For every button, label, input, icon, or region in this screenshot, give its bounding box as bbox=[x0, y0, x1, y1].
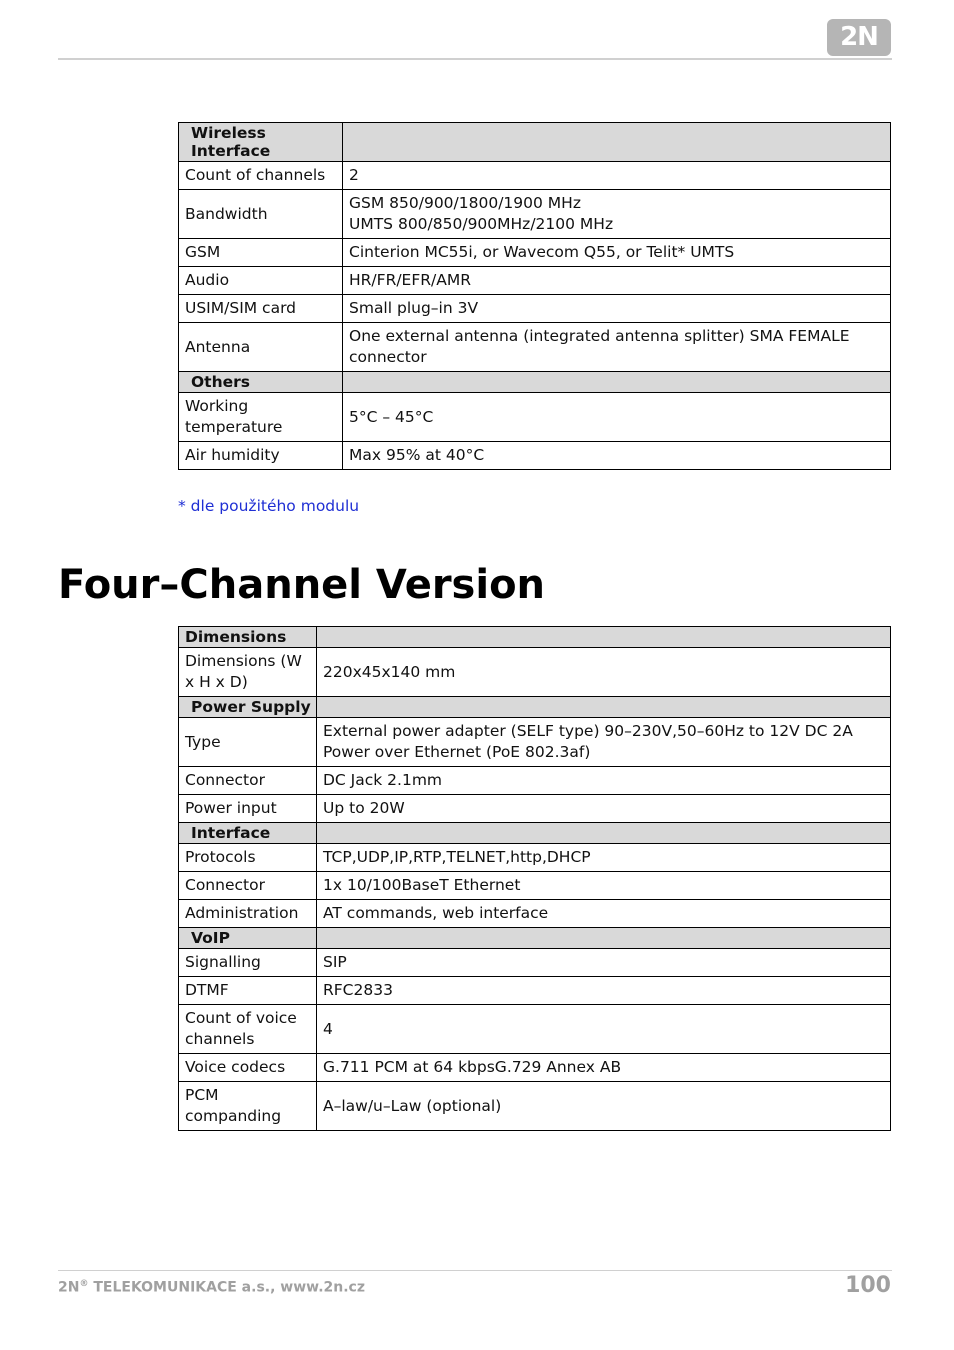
spec-value: TCP,UDP,IP,RTP,TELNET,http,DHCP bbox=[317, 844, 891, 872]
spec-label: Power input bbox=[179, 795, 317, 823]
table-row bbox=[179, 949, 891, 977]
table-row bbox=[179, 239, 891, 267]
spec-label: Count of voice channels bbox=[179, 1005, 317, 1054]
section-value bbox=[343, 123, 891, 162]
spec-label: USIM/SIM card bbox=[179, 295, 343, 323]
table-row bbox=[179, 977, 891, 1005]
logo-text: 2N bbox=[840, 22, 878, 52]
spec-label: Connector bbox=[179, 872, 317, 900]
spec-label: Air humidity bbox=[179, 442, 343, 470]
spec-label: Working temperature bbox=[179, 393, 343, 442]
section-value bbox=[317, 627, 891, 648]
section-value bbox=[343, 372, 891, 393]
spec-label: Signalling bbox=[179, 949, 317, 977]
spec-label: Audio bbox=[179, 267, 343, 295]
table-section-row bbox=[179, 627, 891, 648]
spec-value: 220x45x140 mm bbox=[317, 648, 891, 697]
table-row bbox=[179, 844, 891, 872]
brand-logo bbox=[827, 19, 891, 56]
spec-label: Connector bbox=[179, 767, 317, 795]
footer-company-name: TELEKOMUNIKACE a.s., www.2n.cz bbox=[88, 1279, 365, 1296]
footer-company bbox=[58, 1279, 365, 1296]
table-row bbox=[179, 1082, 891, 1131]
footnote: * dle použitého modulu bbox=[178, 497, 360, 515]
spec-value: 1x 10/100BaseT Ethernet bbox=[317, 872, 891, 900]
spec-label: DTMF bbox=[179, 977, 317, 1005]
section-label: Power Supply bbox=[179, 697, 317, 718]
spec-label: GSM bbox=[179, 239, 343, 267]
spec-label: Count of channels bbox=[179, 162, 343, 190]
section-label: VoIP bbox=[179, 928, 317, 949]
spec-value: 2 bbox=[343, 162, 891, 190]
section-label: Others bbox=[179, 372, 343, 393]
spec-value: Up to 20W bbox=[317, 795, 891, 823]
registered-mark: ® bbox=[79, 1279, 89, 1289]
page-number: 100 bbox=[845, 1273, 891, 1298]
header-divider bbox=[58, 58, 892, 60]
spec-value: Small plug–in 3V bbox=[343, 295, 891, 323]
spec-value: SIP bbox=[317, 949, 891, 977]
spec-value: External power adapter (SELF type) 90–230V,50–60Hz to 12V DC 2A Power over Ethernet (PoE 802.3af) bbox=[317, 718, 891, 767]
table-row bbox=[179, 267, 891, 295]
spec-label: Administration bbox=[179, 900, 317, 928]
table-section-row bbox=[179, 928, 891, 949]
table-row bbox=[179, 190, 891, 239]
section-value bbox=[317, 697, 891, 718]
footer-brand: 2N bbox=[58, 1279, 80, 1296]
spec-value: G.711 PCM at 64 kbpsG.729 Annex AB bbox=[317, 1054, 891, 1082]
spec-value: RFC2833 bbox=[317, 977, 891, 1005]
section-title: Four–Channel Version bbox=[58, 562, 546, 608]
spec-label: Type bbox=[179, 718, 317, 767]
spec-value: A–law/u–Law (optional) bbox=[317, 1082, 891, 1131]
footer-divider bbox=[58, 1270, 892, 1271]
spec-label: Antenna bbox=[179, 323, 343, 372]
two-channel-spec-table bbox=[178, 122, 891, 470]
spec-value: One external antenna (integrated antenna splitter) SMA FEMALE connector bbox=[343, 323, 891, 372]
table-row bbox=[179, 162, 891, 190]
table-row bbox=[179, 900, 891, 928]
table-row bbox=[179, 442, 891, 470]
spec-value: AT commands, web interface bbox=[317, 900, 891, 928]
table-section-row bbox=[179, 697, 891, 718]
table-row bbox=[179, 393, 891, 442]
spec-value: Max 95% at 40°C bbox=[343, 442, 891, 470]
table-section-row bbox=[179, 823, 891, 844]
table-row bbox=[179, 795, 891, 823]
spec-value: GSM 850/900/1800/1900 MHz UMTS 800/850/900MHz/2100 MHz bbox=[343, 190, 891, 239]
spec-label: Bandwidth bbox=[179, 190, 343, 239]
table-row bbox=[179, 872, 891, 900]
spec-label: Voice codecs bbox=[179, 1054, 317, 1082]
table-row bbox=[179, 1054, 891, 1082]
spec-value: 4 bbox=[317, 1005, 891, 1054]
table-row bbox=[179, 718, 891, 767]
spec-value: Cinterion MC55i, or Wavecom Q55, or Telit* UMTS bbox=[343, 239, 891, 267]
section-value bbox=[317, 823, 891, 844]
spec-value: HR/FR/EFR/AMR bbox=[343, 267, 891, 295]
table-row bbox=[179, 1005, 891, 1054]
section-value bbox=[317, 928, 891, 949]
section-label: Interface bbox=[179, 823, 317, 844]
four-channel-spec-table bbox=[178, 626, 891, 1131]
section-label: Dimensions bbox=[179, 627, 317, 648]
table-section-row bbox=[179, 372, 891, 393]
spec-value: 5°C – 45°C bbox=[343, 393, 891, 442]
table-row bbox=[179, 295, 891, 323]
table-row bbox=[179, 323, 891, 372]
table-section-row bbox=[179, 123, 891, 162]
spec-label: Protocols bbox=[179, 844, 317, 872]
spec-label: PCM companding bbox=[179, 1082, 317, 1131]
table-row bbox=[179, 648, 891, 697]
table-row bbox=[179, 767, 891, 795]
section-label: Wireless Interface bbox=[179, 123, 343, 162]
spec-value: DC Jack 2.1mm bbox=[317, 767, 891, 795]
spec-label: Dimensions (W x H x D) bbox=[179, 648, 317, 697]
